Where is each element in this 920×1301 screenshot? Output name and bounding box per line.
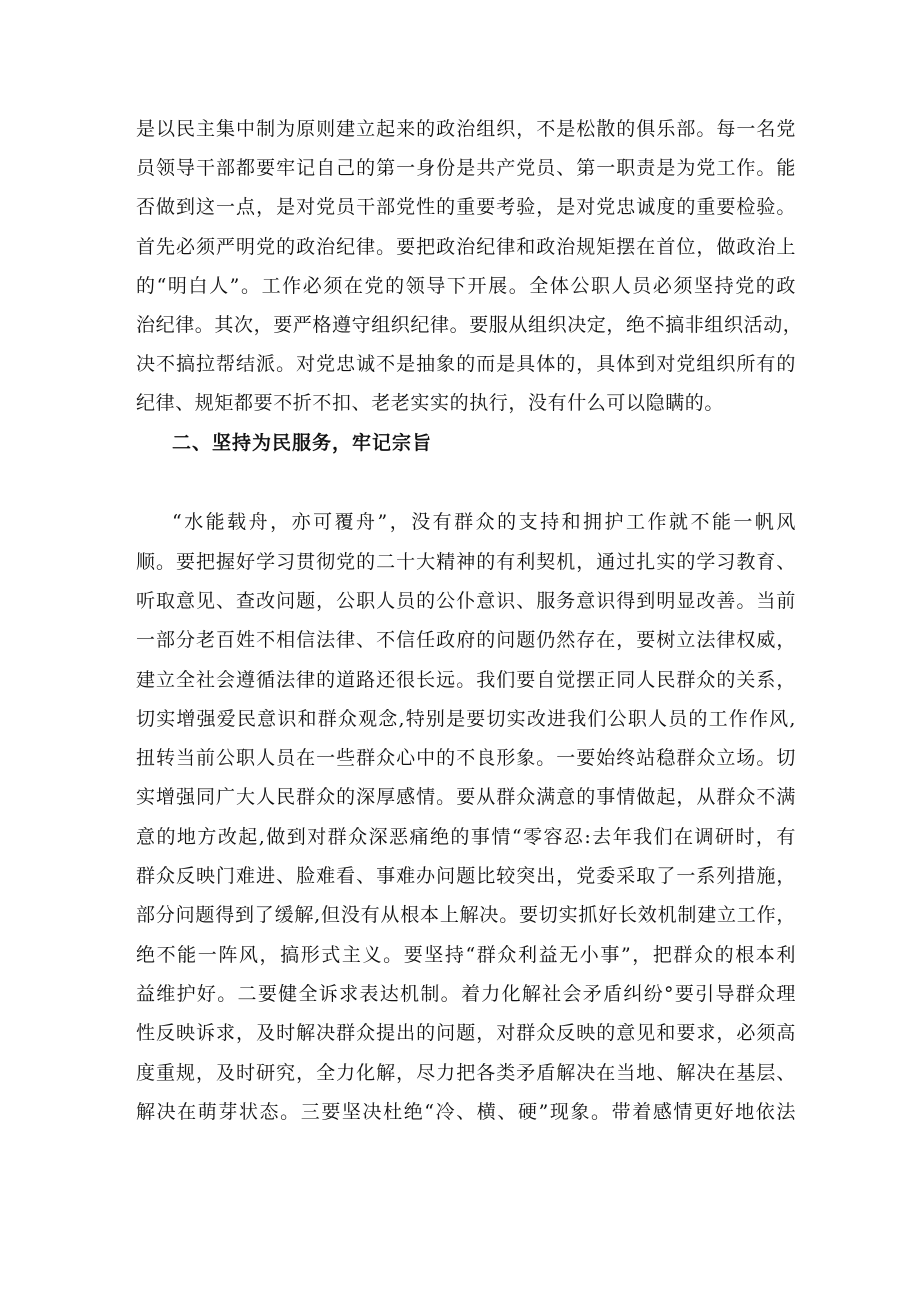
text-line: 解决在萌芽状态。三要坚决杜绝“冷、横、硬”现象。带着感情更好地依法 — [136, 1101, 796, 1123]
text-line: 治纪律。其次，要严格遵守组织纪律。要服从组织决定，绝不搞非组织活动， — [136, 314, 803, 336]
text-line: 顺。要把握好学习贯彻党的二十大精神的有利契机，通过扎实的学习教育、 — [136, 551, 796, 573]
text-line: 首先必须严明党的政治纪律。要把政治纪律和政治规矩摆在首位，做政治上 — [136, 236, 796, 258]
text-line: 员领导干部都要牢记自己的第一身份是共产党员、第一职责是为党工作。能 — [136, 157, 796, 179]
text-line: 性反映诉求，及时解决群众提出的问题，对群众反映的意见和要求，必须高 — [136, 1022, 796, 1044]
text-line: 否做到这一点，是对党员干部党性的重要考验，是对党忠诚度的重要检验。 — [136, 196, 796, 218]
text-line: 一部分老百姓不相信法律、不信任政府的问题仍然存在，要树立法律权威， — [136, 629, 796, 651]
text-line: 的“明白人”。工作必须在党的领导下开展。全体公职人员必须坚持党的政 — [136, 275, 796, 297]
section-heading: 二、坚持为民服务，牢记宗旨 — [172, 432, 433, 454]
text-line: 是以民主集中制为原则建立起来的政治组织，不是松散的俱乐部。每一名党 — [136, 118, 796, 140]
text-line: 度重规，及时研究，全力化解，尽力把各类矛盾解决在当地、解决在基层、 — [136, 1062, 796, 1084]
text-line: 意的地方改起,做到对群众深恶痛绝的事情“零容忍:去年我们在调研时，有 — [136, 826, 796, 848]
text-line: 扭转当前公职人员在一些群众心中的不良形象。一要始终站稳群众立场。切 — [136, 747, 796, 769]
text-line: 部分问题得到了缓解,但没有从根本上解决。要切实抓好长效机制建立工作， — [136, 904, 796, 926]
text-line: 群众反映门难进、脸难看、事难办问题比较突出，党委采取了一系列措施， — [136, 865, 796, 887]
text-line: 决不搞拉帮结派。对党忠诚不是抽象的而是具体的，具体到对党组织所有的 — [136, 353, 796, 375]
text-line: 切实增强爱民意识和群众观念,特别是要切实改进我们公职人员的工作作风, — [136, 708, 796, 730]
text-line: 实增强同广大人民群众的深厚感情。要从群众满意的事情做起，从群众不满 — [136, 786, 796, 808]
text-line: 益维护好。二要健全诉求表达机制。着力化解社会矛盾纠纷°要引导群众理 — [136, 983, 796, 1005]
text-line: 听取意见、查改问题，公职人员的公仆意识、服务意识得到明显改善。当前 — [136, 590, 796, 612]
text-line: 建立全社会遵循法律的道路还很长远。我们要自觉摆正同人民群众的关系， — [136, 669, 796, 691]
text-line: 绝不能一阵风，搞形式主义。要坚持“群众利益无小事”，把群众的根本利 — [136, 944, 796, 966]
text-line: “水能载舟，亦可覆舟”，没有群众的支持和拥护工作就不能一帆风 — [172, 511, 796, 533]
text-line: 纪律、规矩都要不折不扣、老老实实的执行，没有什么可以隐瞒的。 — [136, 392, 725, 414]
